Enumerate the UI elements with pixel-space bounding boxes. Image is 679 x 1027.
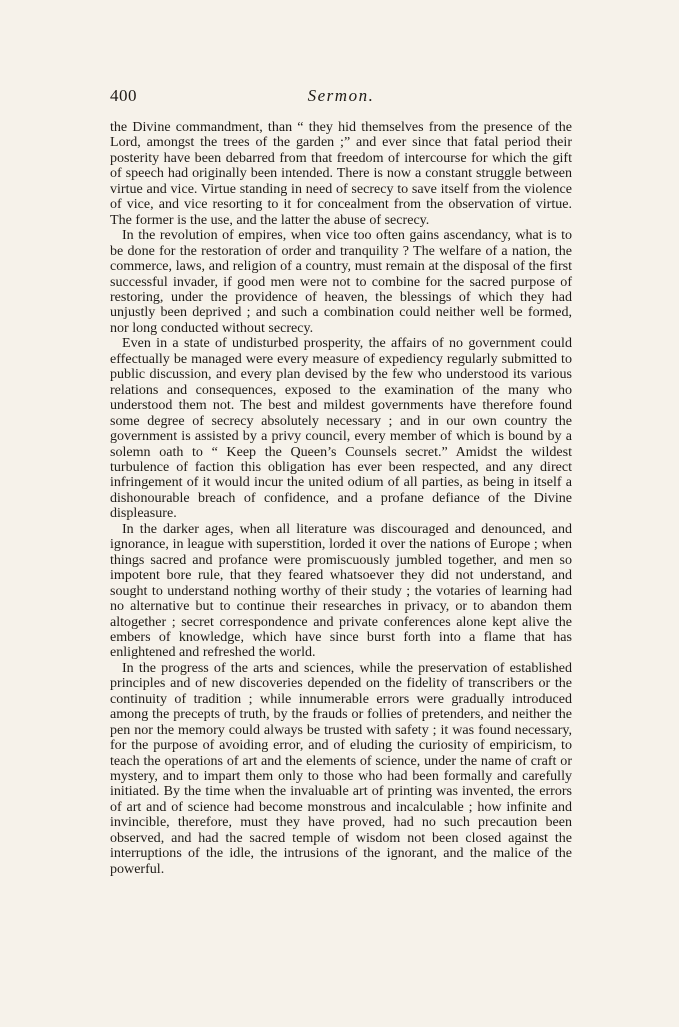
- paragraph-undisturbed-prosperity: Even in a state of undisturbed prosperity, the affairs of no government could effectually be managed were every measure of expediency regularly submitted to public discussion, and every plan devised by the few who understood its various relations and consequences, exposed to the examination of the many who understood them not. The best and mildest governments have therefore found some degree of secrecy absolutely necessary ; and in our own country the government is assisted by a privy council, every member of which is bound by a solemn oath to “ Keep the Queen’s Counsels secret.” Amidst the wildest turbulence of faction this obligation has ever been respected, and any direct infringement of it would incur the united odium of all parties, as being in itself a dishonourable breach of confidence, and a profane defiance of the Divine displeasure.: [110, 335, 572, 522]
- paragraph-continued: the Divine commandment, than “ they hid themselves from the presence of the Lord, amongst the trees of the garden ;” and ever since that fatal period their posterity have been debarred from that freedom of intercourse for which the gift of speech had originally been intended. There is now a constant struggle between virtue and vice. Virtue standing in need of secrecy to save itself from the violence of vice, and vice resorting to it for concealment from the observation of virtue. The former is the use, and the latter the abuse of secrecy.: [110, 119, 572, 228]
- body-text: [110, 120, 572, 877]
- paragraph-arts-and-sciences: In the progress of the arts and sciences, while the preservation of established principles and of new discoveries depended on the fidelity of transcribers or the continuity of tradition ; while innumerable errors were gradually introduced among the precepts of truth, by the frauds or follies of pretenders, and neither the pen nor the memory could always be trusted with safety ; it was found necessary, for the purpose of avoiding error, and of eluding the curiosity of empiricism, to teach the operations of art and the elements of science, under the name of craft or mystery, and to impart them only to those who had been formally and carefully initiated. By the time when the invaluable art of printing was invented, the errors of art and of science had become monstrous and incalculable ; how infinite and invincible, therefore, must they have proved, had no such precaution been observed, and had the sacred temple of wisdom not been closed against the interruptions of the idle, the intrusions of the ignorant, and the malice of the powerful.: [110, 659, 572, 877]
- paragraph-darker-ages: In the darker ages, when all literature was discouraged and denounced, and ignorance, in league with superstition, lorded it over the nations of Europe ; when things sacred and profance were promiscuously jumbled together, and men so impotent bore rule, that they feared whatsoever they did not understand, and sought to understand nothing worthy of their study ; the votaries of learning had no alternative but to continue their researches in privacy, or to abandon them altogether ; secret correspondence and private conferences alone kept alive the embers of knowledge, which have since burst forth into a flame that has enlightened and refreshed the world.: [110, 520, 572, 661]
- page-header: [110, 86, 572, 108]
- paragraph-revolution-of-empires: In the revolution of empires, when vice too often gains ascendancy, what is to be done for the restoration of order and tranquility ? The welfare of a nation, the commerce, laws, and religion of a country, must remain at the disposal of the first successful invader, if good men were not to combine for the sacred purpose of restoring, under the providence of heaven, the blessings of which they had unjustly been deprived ; and such a combination could neither well be formed, nor long conducted without secrecy.: [110, 227, 572, 336]
- page-number: 400: [110, 86, 137, 105]
- running-title: Sermon.: [307, 86, 375, 105]
